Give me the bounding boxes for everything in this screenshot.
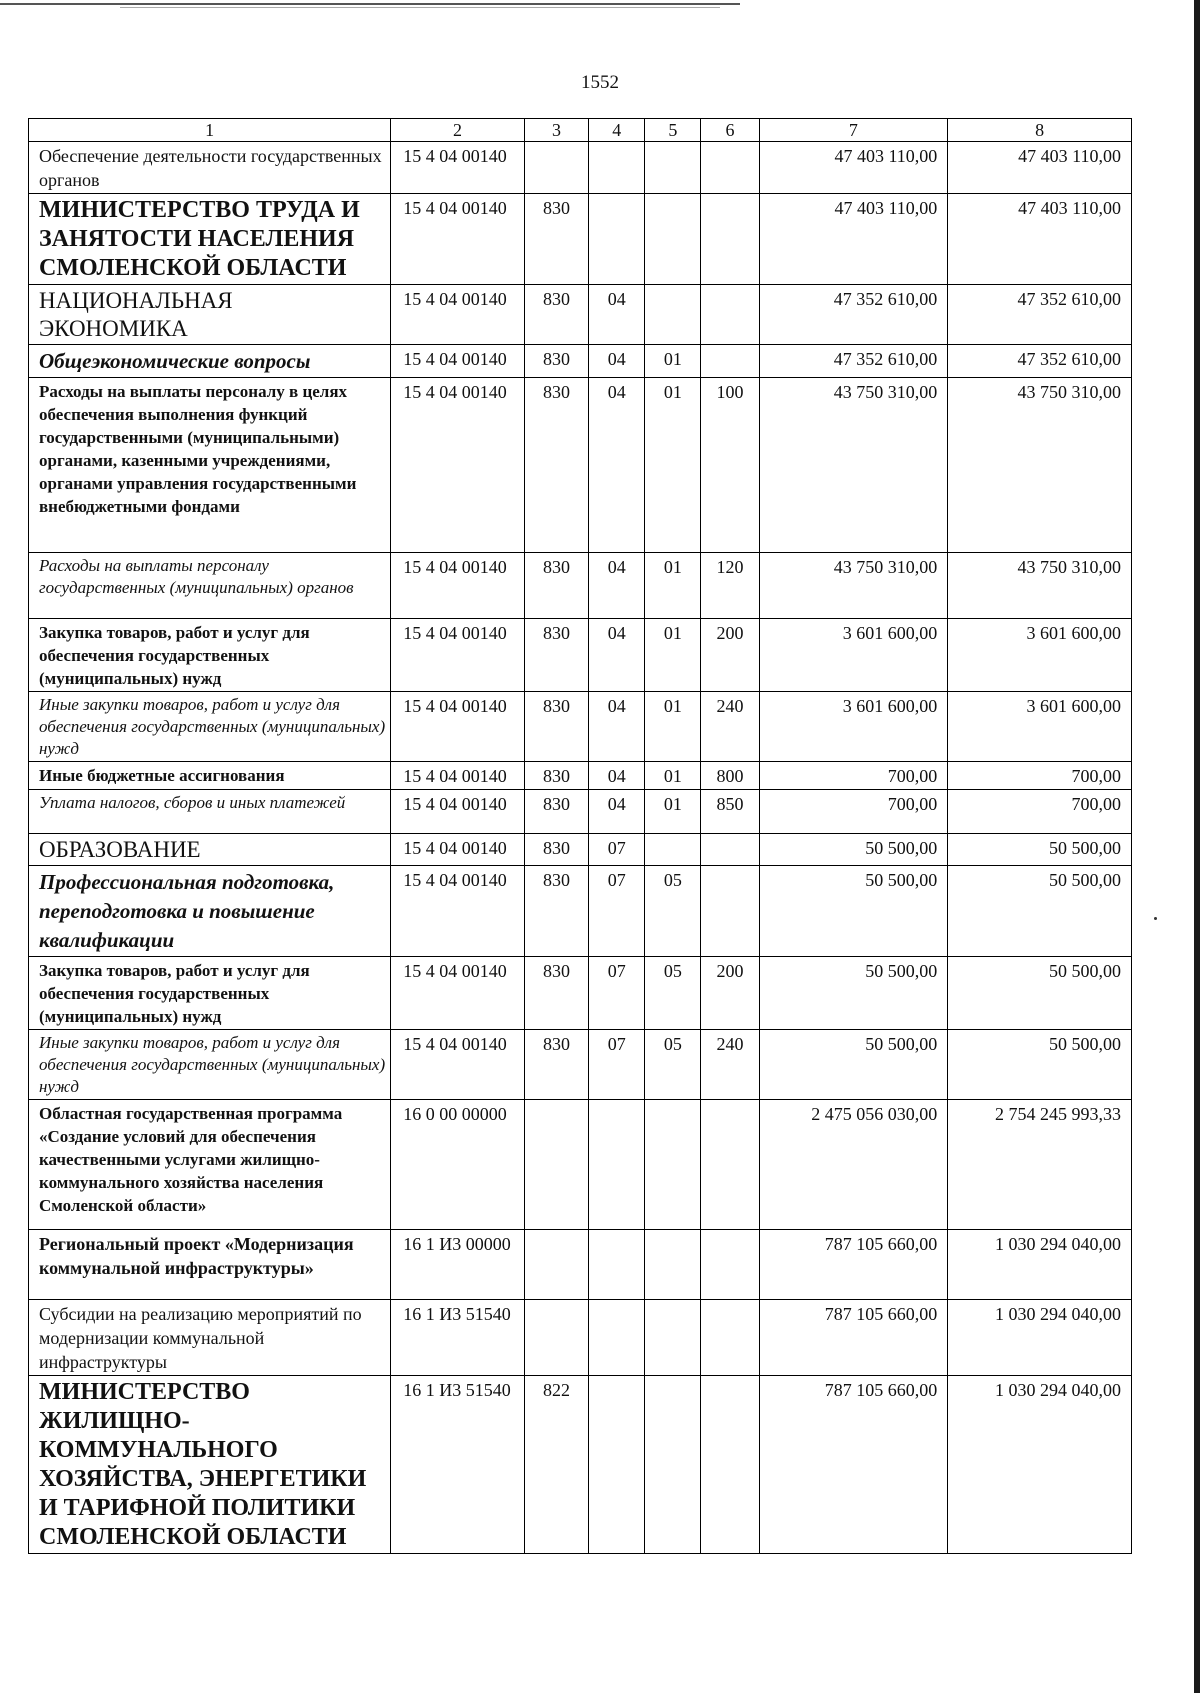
row-amount-col8-cell: 47 403 110,00 [948, 194, 1132, 285]
row-code-cell: 15 4 04 00140 [391, 957, 525, 1030]
row-col5-cell [645, 834, 701, 866]
row-name-cell: Субсидии на реализацию мероприятий по модернизации коммунальной инфраструктуры [29, 1300, 391, 1376]
row-col6-cell [701, 345, 759, 378]
row-col6-cell [701, 194, 759, 285]
row-col5-cell: 01 [645, 692, 701, 762]
row-amount-col8-cell: 700,00 [948, 762, 1132, 790]
row-col6-cell [701, 142, 759, 194]
row-col4-cell: 04 [589, 553, 645, 619]
row-col4-cell: 07 [589, 834, 645, 866]
page-number: 1552 [581, 72, 619, 93]
row-col6-cell: 240 [701, 692, 759, 762]
row-col4-cell [589, 1376, 645, 1554]
row-name-cell: Иные закупки товаров, работ и услуг для обеспечения государственных (муниципальных) нужд [29, 692, 391, 762]
table-row [29, 957, 1132, 1030]
row-col4-cell [589, 1100, 645, 1230]
row-code-cell: 15 4 04 00140 [391, 834, 525, 866]
row-col5-cell: 01 [645, 553, 701, 619]
row-col6-cell: 800 [701, 762, 759, 790]
row-amount-col8-cell: 50 500,00 [948, 1030, 1132, 1100]
row-col4-cell [589, 142, 645, 194]
row-amount-col7-cell: 2 475 056 030,00 [759, 1100, 948, 1230]
row-name-cell: МИНИСТЕРСТВО ЖИЛИЩНО-КОММУНАЛЬНОГО ХОЗЯЙСТВА, ЭНЕРГЕТИКИ И ТАРИФНОЙ ПОЛИТИКИ СМОЛЕНСКОЙ ОБЛАСТИ [29, 1376, 391, 1554]
row-amount-col7-cell: 50 500,00 [759, 1030, 948, 1100]
scan-right-edge [1194, 0, 1200, 1693]
row-col6-cell: 240 [701, 1030, 759, 1100]
row-name-cell: Закупка товаров, работ и услуг для обеспечения государственных (муниципальных) нужд [29, 957, 391, 1030]
row-amount-col7-cell: 787 105 660,00 [759, 1230, 948, 1300]
scan-top-rule-secondary [120, 7, 720, 8]
table-row [29, 1230, 1132, 1300]
row-col3-cell [524, 142, 588, 194]
row-amount-col7-cell: 3 601 600,00 [759, 692, 948, 762]
row-code-cell: 15 4 04 00140 [391, 142, 525, 194]
row-name-cell: Закупка товаров, работ и услуг для обеспечения государственных (муниципальных) нужд [29, 619, 391, 692]
table-row [29, 553, 1132, 619]
row-col5-cell [645, 1300, 701, 1376]
row-code-cell: 15 4 04 00140 [391, 345, 525, 378]
row-amount-col8-cell: 2 754 245 993,33 [948, 1100, 1132, 1230]
row-name-cell: Региональный проект «Модернизация коммунальной инфраструктуры» [29, 1230, 391, 1300]
row-col3-cell [524, 1100, 588, 1230]
table-row [29, 1030, 1132, 1100]
row-col4-cell: 04 [589, 378, 645, 553]
row-code-cell: 15 4 04 00140 [391, 378, 525, 553]
row-amount-col8-cell: 1 030 294 040,00 [948, 1300, 1132, 1376]
row-amount-col7-cell: 47 352 610,00 [759, 285, 948, 345]
row-amount-col7-cell: 43 750 310,00 [759, 553, 948, 619]
row-col5-cell [645, 142, 701, 194]
row-amount-col8-cell: 1 030 294 040,00 [948, 1230, 1132, 1300]
row-code-cell: 16 0 00 00000 [391, 1100, 525, 1230]
row-amount-col8-cell: 47 352 610,00 [948, 345, 1132, 378]
row-col5-cell [645, 1230, 701, 1300]
row-amount-col7-cell: 787 105 660,00 [759, 1300, 948, 1376]
row-col5-cell: 05 [645, 957, 701, 1030]
header-cell: 2 [391, 119, 525, 142]
row-amount-col8-cell: 47 352 610,00 [948, 285, 1132, 345]
row-name-cell: Расходы на выплаты персоналу государственных (муниципальных) органов [29, 553, 391, 619]
row-col6-cell: 200 [701, 957, 759, 1030]
table-row [29, 866, 1132, 957]
table-row [29, 378, 1132, 553]
row-col5-cell [645, 1100, 701, 1230]
row-name-cell: Обеспечение деятельности государственных органов [29, 142, 391, 194]
row-name-cell: НАЦИОНАЛЬНАЯ ЭКОНОМИКА [29, 285, 391, 345]
row-col3-cell: 830 [524, 345, 588, 378]
table-row [29, 1300, 1132, 1376]
row-amount-col8-cell: 50 500,00 [948, 834, 1132, 866]
row-amount-col7-cell: 700,00 [759, 790, 948, 834]
row-name-cell: Областная государственная программа «Создание условий для обеспечения качественными услугами жилищно-коммунального хозяйства населения Смоленской области» [29, 1100, 391, 1230]
row-col6-cell [701, 866, 759, 957]
row-amount-col7-cell: 43 750 310,00 [759, 378, 948, 553]
row-name-cell: Расходы на выплаты персоналу в целях обеспечения выполнения функций государственными (муниципальными) органами, казенными учреждениями, органами управления государственными внебюджетными фондами [29, 378, 391, 553]
row-col3-cell: 830 [524, 285, 588, 345]
table-row [29, 1376, 1132, 1554]
row-amount-col7-cell: 787 105 660,00 [759, 1376, 948, 1554]
row-col4-cell: 04 [589, 619, 645, 692]
row-col5-cell: 01 [645, 790, 701, 834]
row-name-cell: Профессиональная подготовка, переподготовка и повышение квалификации [29, 866, 391, 957]
row-col5-cell [645, 285, 701, 345]
table-row [29, 619, 1132, 692]
table-row [29, 834, 1132, 866]
row-amount-col8-cell: 700,00 [948, 790, 1132, 834]
row-amount-col8-cell: 43 750 310,00 [948, 378, 1132, 553]
row-col5-cell: 01 [645, 378, 701, 553]
row-col3-cell [524, 1230, 588, 1300]
row-col5-cell: 01 [645, 619, 701, 692]
row-col5-cell: 05 [645, 866, 701, 957]
row-code-cell: 15 4 04 00140 [391, 790, 525, 834]
row-col3-cell: 830 [524, 834, 588, 866]
row-code-cell: 16 1 И3 51540 [391, 1300, 525, 1376]
row-amount-col7-cell: 47 403 110,00 [759, 142, 948, 194]
table-row [29, 762, 1132, 790]
row-name-cell: Иные бюджетные ассигнования [29, 762, 391, 790]
row-col4-cell: 07 [589, 866, 645, 957]
row-col3-cell: 830 [524, 790, 588, 834]
header-cell: 5 [645, 119, 701, 142]
row-amount-col7-cell: 50 500,00 [759, 834, 948, 866]
row-code-cell: 15 4 04 00140 [391, 762, 525, 790]
row-amount-col8-cell: 43 750 310,00 [948, 553, 1132, 619]
row-col4-cell: 07 [589, 957, 645, 1030]
row-col3-cell: 830 [524, 619, 588, 692]
budget-table [28, 118, 1132, 1554]
row-col4-cell [589, 194, 645, 285]
row-amount-col8-cell: 50 500,00 [948, 866, 1132, 957]
row-col4-cell: 07 [589, 1030, 645, 1100]
row-code-cell: 16 1 И3 00000 [391, 1230, 525, 1300]
row-code-cell: 15 4 04 00140 [391, 553, 525, 619]
header-cell: 4 [589, 119, 645, 142]
table-row [29, 194, 1132, 285]
table-row [29, 790, 1132, 834]
row-code-cell: 15 4 04 00140 [391, 285, 525, 345]
row-code-cell: 15 4 04 00140 [391, 194, 525, 285]
scan-artifact-dot [1154, 917, 1157, 920]
row-col3-cell: 830 [524, 378, 588, 553]
row-code-cell: 15 4 04 00140 [391, 692, 525, 762]
row-code-cell: 15 4 04 00140 [391, 1030, 525, 1100]
row-col3-cell: 830 [524, 957, 588, 1030]
row-col6-cell: 100 [701, 378, 759, 553]
row-col4-cell: 04 [589, 285, 645, 345]
row-amount-col8-cell: 1 030 294 040,00 [948, 1376, 1132, 1554]
row-col3-cell: 822 [524, 1376, 588, 1554]
row-amount-col8-cell: 47 403 110,00 [948, 142, 1132, 194]
row-amount-col8-cell: 50 500,00 [948, 957, 1132, 1030]
row-amount-col8-cell: 3 601 600,00 [948, 692, 1132, 762]
header-cell: 3 [524, 119, 588, 142]
row-code-cell: 16 1 И3 51540 [391, 1376, 525, 1554]
row-col6-cell [701, 834, 759, 866]
row-col6-cell: 200 [701, 619, 759, 692]
row-col4-cell: 04 [589, 790, 645, 834]
header-cell: 7 [759, 119, 948, 142]
row-amount-col7-cell: 47 403 110,00 [759, 194, 948, 285]
row-col6-cell [701, 1376, 759, 1554]
row-col3-cell: 830 [524, 1030, 588, 1100]
row-col4-cell: 04 [589, 345, 645, 378]
row-name-cell: МИНИСТЕРСТВО ТРУДА И ЗАНЯТОСТИ НАСЕЛЕНИЯ СМОЛЕНСКОЙ ОБЛАСТИ [29, 194, 391, 285]
row-code-cell: 15 4 04 00140 [391, 866, 525, 957]
row-col5-cell [645, 1376, 701, 1554]
row-col3-cell [524, 1300, 588, 1376]
row-col6-cell: 120 [701, 553, 759, 619]
row-name-cell: Уплата налогов, сборов и иных платежей [29, 790, 391, 834]
row-col6-cell [701, 1230, 759, 1300]
row-code-cell: 15 4 04 00140 [391, 619, 525, 692]
row-amount-col7-cell: 50 500,00 [759, 866, 948, 957]
table-row [29, 1100, 1132, 1230]
row-col6-cell: 850 [701, 790, 759, 834]
table-row [29, 142, 1132, 194]
header-cell: 1 [29, 119, 391, 142]
row-col5-cell: 05 [645, 1030, 701, 1100]
row-col6-cell [701, 1300, 759, 1376]
table-row [29, 345, 1132, 378]
row-name-cell: ОБРАЗОВАНИЕ [29, 834, 391, 866]
row-col6-cell [701, 1100, 759, 1230]
row-col5-cell [645, 194, 701, 285]
row-col4-cell: 04 [589, 692, 645, 762]
table-row [29, 285, 1132, 345]
header-cell: 6 [701, 119, 759, 142]
row-col4-cell [589, 1300, 645, 1376]
row-col4-cell: 04 [589, 762, 645, 790]
row-col5-cell: 01 [645, 762, 701, 790]
row-amount-col8-cell: 3 601 600,00 [948, 619, 1132, 692]
row-amount-col7-cell: 3 601 600,00 [759, 619, 948, 692]
row-amount-col7-cell: 700,00 [759, 762, 948, 790]
row-name-cell: Иные закупки товаров, работ и услуг для обеспечения государственных (муниципальных) нужд [29, 1030, 391, 1100]
header-cell: 8 [948, 119, 1132, 142]
row-col3-cell: 830 [524, 692, 588, 762]
row-col3-cell: 830 [524, 762, 588, 790]
row-col5-cell: 01 [645, 345, 701, 378]
row-col4-cell [589, 1230, 645, 1300]
row-col6-cell [701, 285, 759, 345]
row-name-cell: Общеэкономические вопросы [29, 345, 391, 378]
row-col3-cell: 830 [524, 553, 588, 619]
scan-top-rule [0, 3, 740, 5]
row-amount-col7-cell: 50 500,00 [759, 957, 948, 1030]
table-row [29, 692, 1132, 762]
row-col3-cell: 830 [524, 866, 588, 957]
row-col3-cell: 830 [524, 194, 588, 285]
table-header-row [29, 119, 1132, 142]
table-body [29, 119, 1132, 1554]
row-amount-col7-cell: 47 352 610,00 [759, 345, 948, 378]
